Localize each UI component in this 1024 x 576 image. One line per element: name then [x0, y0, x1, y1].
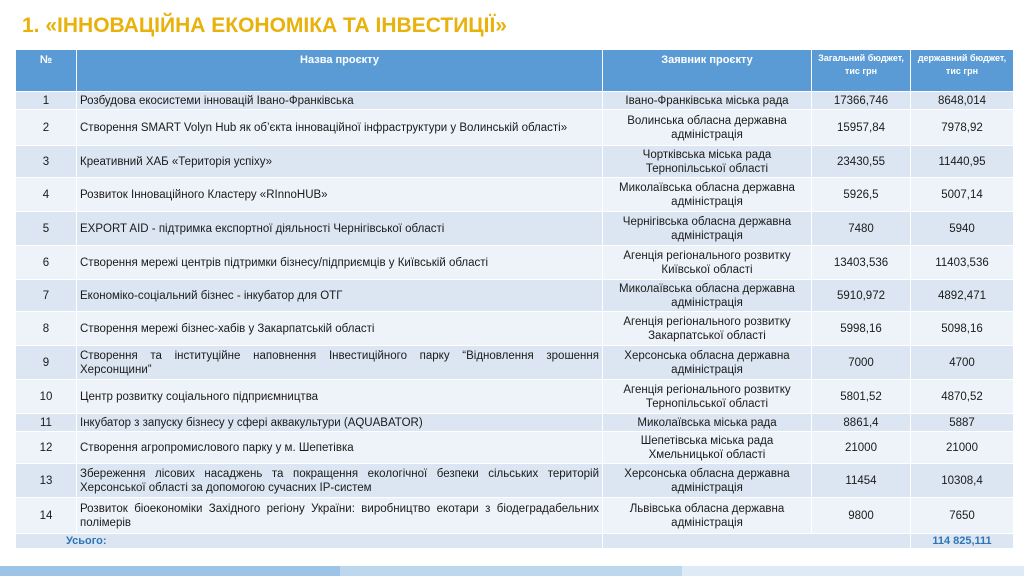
table-row	[16, 92, 1014, 110]
project-name: Розвиток Інноваційного Кластеру «RInnoHUB»	[77, 178, 603, 212]
project-name: Створення агропромислового парку у м. Шепетівка	[77, 432, 603, 464]
project-applicant: Чортківська міська рада Тернопільської області	[603, 146, 812, 178]
project-name: Розбудова екосистеми інновацій Івано-Франківська	[77, 92, 603, 110]
total-spacer	[603, 534, 911, 549]
state-budget-value: 11403,536	[911, 246, 1014, 280]
state-budget-value: 5887	[911, 414, 1014, 432]
project-applicant: Херсонська обласна державна адміністрація	[603, 346, 812, 380]
total-budget-value: 5926,5	[812, 178, 911, 212]
project-applicant: Агенція регіонального розвитку Тернопільської області	[603, 380, 812, 414]
project-applicant: Івано-Франківська міська рада	[603, 92, 812, 110]
row-number: 9	[16, 346, 77, 380]
header-total-budget: Загальний бюджет, тис грн	[812, 50, 911, 92]
project-name: Інкубатор з запуску бізнесу у сфері аквакультури (AQUABATOR)	[77, 414, 603, 432]
row-number: 7	[16, 280, 77, 312]
row-number: 11	[16, 414, 77, 432]
project-applicant: Агенція регіонального розвитку Київської області	[603, 246, 812, 280]
row-number: 14	[16, 498, 77, 534]
project-name: Розвиток біоекономіки Західного регіону України: виробництво екотари з біодеградабельних полімерів	[77, 498, 603, 534]
page-title: 1. «ІННОВАЦІЙНА ЕКОНОМІКА ТА ІНВЕСТИЦІЇ»	[22, 14, 507, 37]
state-budget-value: 5007,14	[911, 178, 1014, 212]
project-name: EXPORT AID - підтримка експортної діяльності Чернігівської області	[77, 212, 603, 246]
total-row	[16, 534, 1014, 549]
project-applicant: Шепетівська міська рада Хмельницької області	[603, 432, 812, 464]
project-name: Створення та інституційне наповнення Інвестиційного парку “Відновлення зрошення Херсонщини”	[77, 346, 603, 380]
state-budget-value: 4892,471	[911, 280, 1014, 312]
project-applicant: Волинська обласна державна адміністрація	[603, 110, 812, 146]
row-number: 1	[16, 92, 77, 110]
project-applicant: Чернігівська обласна державна адміністрація	[603, 212, 812, 246]
state-budget-value: 11440,95	[911, 146, 1014, 178]
row-number: 2	[16, 110, 77, 146]
state-budget-value: 10308,4	[911, 464, 1014, 498]
table-row	[16, 464, 1014, 498]
row-number: 13	[16, 464, 77, 498]
total-budget-value: 17366,746	[812, 92, 911, 110]
state-budget-value: 4870,52	[911, 380, 1014, 414]
row-number: 6	[16, 246, 77, 280]
total-label: Усього:	[16, 534, 603, 549]
project-name: Економіко-соціальний бізнес - інкубатор для ОТГ	[77, 280, 603, 312]
state-budget-value: 7650	[911, 498, 1014, 534]
project-name: Створення мережі центрів підтримки бізнесу/підприємців у Київській області	[77, 246, 603, 280]
total-budget-value: 21000	[812, 432, 911, 464]
total-budget-value: 5998,16	[812, 312, 911, 346]
total-budget-value: 5801,52	[812, 380, 911, 414]
state-budget-value: 7978,92	[911, 110, 1014, 146]
total-budget-value: 13403,536	[812, 246, 911, 280]
table-row	[16, 110, 1014, 146]
total-budget-value: 7000	[812, 346, 911, 380]
state-budget-value: 21000	[911, 432, 1014, 464]
total-budget-value: 9800	[812, 498, 911, 534]
row-number: 8	[16, 312, 77, 346]
total-budget-value: 7480	[812, 212, 911, 246]
table-header-row	[16, 50, 1014, 92]
table-row	[16, 146, 1014, 178]
table-row	[16, 432, 1014, 464]
total-budget-value: 8861,4	[812, 414, 911, 432]
row-number: 12	[16, 432, 77, 464]
project-applicant: Агенція регіонального розвитку Закарпатської області	[603, 312, 812, 346]
table-row	[16, 380, 1014, 414]
project-applicant: Миколаївська обласна державна адміністрація	[603, 178, 812, 212]
table-row	[16, 178, 1014, 212]
table-row	[16, 414, 1014, 432]
state-budget-value: 5098,16	[911, 312, 1014, 346]
project-name: Створення SMART Volyn Hub як об’єкта інноваційної інфраструктури у Волинській області»	[77, 110, 603, 146]
state-budget-value: 4700	[911, 346, 1014, 380]
row-number: 5	[16, 212, 77, 246]
table-row	[16, 346, 1014, 380]
project-applicant: Миколаївська обласна державна адміністрація	[603, 280, 812, 312]
header-project-name: Назва проєкту	[77, 50, 603, 92]
projects-table	[15, 49, 1014, 549]
project-name: Збереження лісових насаджень та покращення екологічної безпеки сільських територій Херсонської області за допомогою сучасних ІР-систем	[77, 464, 603, 498]
total-budget-value: 11454	[812, 464, 911, 498]
row-number: 10	[16, 380, 77, 414]
row-number: 4	[16, 178, 77, 212]
table-row	[16, 312, 1014, 346]
total-budget-value: 5910,972	[812, 280, 911, 312]
total-value: 114 825,111	[911, 534, 1014, 549]
project-name: Креативний ХАБ «Територія успіху»	[77, 146, 603, 178]
table-row	[16, 280, 1014, 312]
project-applicant: Львівська обласна державна адміністрація	[603, 498, 812, 534]
state-budget-value: 8648,014	[911, 92, 1014, 110]
header-state-budget: державний бюджет, тис грн	[911, 50, 1014, 92]
header-num: №	[16, 50, 77, 92]
header-applicant: Заявник проєкту	[603, 50, 812, 92]
project-name: Створення мережі бізнес-хабів у Закарпатській області	[77, 312, 603, 346]
project-applicant: Миколаївська міська рада	[603, 414, 812, 432]
project-name: Центр розвитку соціального підприємництва	[77, 380, 603, 414]
total-budget-value: 23430,55	[812, 146, 911, 178]
state-budget-value: 5940	[911, 212, 1014, 246]
table-row	[16, 246, 1014, 280]
total-budget-value: 15957,84	[812, 110, 911, 146]
project-applicant: Херсонська обласна державна адміністрація	[603, 464, 812, 498]
footer-decoration-bar	[0, 566, 1024, 576]
row-number: 3	[16, 146, 77, 178]
table-row	[16, 498, 1014, 534]
table-row	[16, 212, 1014, 246]
